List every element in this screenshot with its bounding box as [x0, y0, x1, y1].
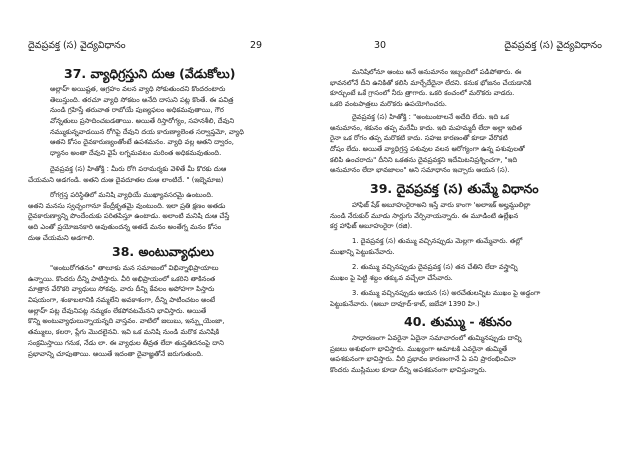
paragraph: హాఫిజ్ షేక్ అబూహురైరాఅని ఇస్తే వారు కాంగా 'అలాఇక్ అల్హమ్దులిల్లా నుండి నేరుకుర్ మూడు సార్లుగు వేర్పినాయన్నారు. ఈ మూడింటి ఉల్లేఖన కర్త హాఫిజ్ అబూహురైరా (రజి).: [330, 201, 531, 231]
paragraph: దైవప్రవక్త (స) హితోక్తి : "అంటుంటాలనే అదేది లేదు. ఇది ఒక అనుమానం, శకునం తప్ప మరేమీ కాదు. ఇది మహమ్మదీ లేదా అల్లా ఇదిత రైనా ఒక రోగం తప్ప మరొకటి కాదు. సహజ కారణంతో కూడా వేరొకటి దోషం లేదు. అయితే వ్యాధిగ్రస్త పశువుల వలన ఆరోగ్యంగా ఉన్న పశువులతో కలిపి ఉంచరాదు" దీనిని ఒకతను దైవప్రవక్తని ఇదేమిటనిప్రశ్నించగా, "ఇది అనుమానం లేదా భావజాలం" అని సమాధానం ఇచ్చారు ఆయన (స).: [330, 113, 525, 175]
section-heading-38: 38. అంటువ్యాధులు: [112, 244, 214, 259]
page-number: 29: [250, 40, 263, 51]
section-heading-40: 40. తుమ్ము - శకునం: [404, 314, 512, 329]
left-page-header: [28, 40, 328, 54]
paragraph: "అంటురోగతనం" తాలూకు మన సమాజంలో విభిన్నాభిప్రాయాలు ఉన్నాయి. కొందరు దీన్ని పాటిస్తారు. వీరి అభిప్రాయంలో ఒకరిని తాకినంత మాత్రాన వేరొకరి వ్యాధులు సోకవు. వారు దీన్ని కేవలం అపోహగా పిస్తారు విషయంగా, శంకాబలానికి నమ్మలేని అవకాశంగా, దీన్ని పాటించటం అంటే అల్లాహ్ పట్ల దేవునిపట్ల నమ్మకం లేకపోవటమేనని భావిస్తారు. అయితే కొన్ని అంటువ్యాధులున్నాయన్నది వాస్తవం. వాటిలో జలుబు, ఇన్ఫ్లుయెంజా, తమ్ములు, కలరా, ప్లేగు మొదలైనవి. ఇవి ఒక మనిషి నుండి మరొక మనిషికి సంక్రమిస్తాయి గనుక, నేడు లా. ఈ వ్యాధుల తీవ్రత లేదా తుప్తతిదనంపై దాని ప్రభావాన్ని చూపుతాయి. అయితే ఇదంతా దైవాజ్ఞతోనే జరుగుతుంది.: [28, 264, 225, 358]
paragraph: సాధారణంగా ఏవరైనా ఏదైనా సమాచారంలో తుమ్మినప్పుడు దాన్ని ప్రజలు అశుభంగా భావిస్తారు. ముఖ్యంగా ఆమాటకి ఎవరైనా తుమ్మితే అపశకునంగా భావిస్తారు. వీరి ప్రభావం కారణంగానే ఏ పని ప్రారంభించినా కొందరు ముస్లిముల కూడా దీన్ని అపశకునంగా భావిస్తున్నారు.: [330, 334, 522, 375]
section-heading-39: 39. దైవప్రవక్త (స) తుమ్మే విధానం: [370, 181, 539, 196]
paragraph: అల్లాహ్ అయిష్టత, ఆగ్రహం వలన వ్యాధి సోకుతుందని కొందరంటారు తెలుస్తుంది. తరచూ వ్యాధి సోకటం అనేది దాసుని పట్ల కొంతే. ఈ పవిత్ర నుండి గ్రహిస్తే తరువాత రాబోయే పుణ్యఫలం అధికమవుతాయి, గౌర వోన్నతులు ప్రసాదించబడతాయి. అయితే రిస్తారోగ్యం, సహనశీలి, దేవుని నమ్ముకున్నవాడయిన రోగిపై దేవుని దయ కారుణ్యాలెంత సర్వాప్తమో, వ్యాధి ఆతని కోసం దైవకారుణ్యంతోంటే ఉపశమనం. వ్యాధి వల్ల ఆతని ద్వారం, ధ్యానం అంతా దేవుని వైపే లగ్నమవటం మరింత అధికమవుతుంది.: [50, 85, 244, 158]
page-number: 30: [374, 40, 387, 51]
right-page-header: [312, 40, 612, 54]
list-item: 2. తుమ్ము వచ్చినప్పుడు దైవప్రవక్త (స) తన చేతిని లేదా వస్త్రాన్ని ముఖం పై పెట్టి శబ్దం తక్కువ వచ్చేలా చేసేవారు.: [330, 263, 518, 282]
section-heading-37: 37. వ్యాధిగ్రస్తుని దుఆ (వేడుకోలు): [64, 66, 236, 81]
right-page: [312, 0, 612, 452]
left-page: [28, 0, 328, 452]
paragraph: రోగగ్రస్త పరిస్థితిలో మనిషి వ్యాధియే ముఖ్యావసరమై ఉంటుంది. అతని మనసు స్వచ్ఛంగానూ కేంద్రీకృతమై వుంటుంది. ఇలా ప్రతి క్షణం అతడు దైవకారుణ్యాన్ని పొందేందుకు పరితపిస్తూ ఉంటాడు. అలాంటి మనిషి దుఆ చేస్తే అది ఎంతో ప్రయోజనకారి అవుతుందన్న అతడే మనం అంతేగ్న మనం కోసం దుఆ చేయమని అడగాలి.: [28, 191, 230, 242]
running-title: దైవప్రవక్త (స) వైద్యవిధానం: [504, 40, 602, 51]
running-title: దైవప్రవక్త (స) వైద్యవిధానం: [28, 40, 126, 51]
paragraph: మనిషిలోనూ ఆంటు అనే అనుమానం ఇబ్బందిలో పడిపోతారు. ఈ భావనలోనే దీని ఉనికితో కలిసి మార్చేదేదైనా లేదని. కనుక భోజనం చేయడానికి కూర్చుంటే ఒకే గ్రాసంలో నీరు త్రాగారు. ఒకరి కంచంలో మరొకరు వాడరు. ఒకరి వంటపాత్రలు మరొకరు ఉపయోగించరు.: [330, 68, 532, 109]
paragraph: దైవప్రవక్త (స) హితోక్తి : మీరు రోగి పరామర్శకు వెళితే మీ కొరకు దుఆ చేయమని అడగండి. అతని దుఆ దైవదూతల దుఆ లాంటిదే. " (ఇబ్నెమాజ): [28, 165, 227, 184]
list-item: 3. తుమ్ము వచ్చినప్పుడు ఆయన (స) అరచేతులన్నిట ముఖం పై అడ్డంగా పెట్టుకునేవారు. (అబూ దావూద్-కాబ్, జబేహా 1390 హి.): [330, 289, 541, 308]
list-item: 1. దైవప్రవక్త (స) తుమ్ము వచ్చినప్పుడు మెల్లగా తుమ్మేవారు. తల్లో ముఖాన్ని పెట్టుకునేవారు.: [330, 237, 523, 256]
